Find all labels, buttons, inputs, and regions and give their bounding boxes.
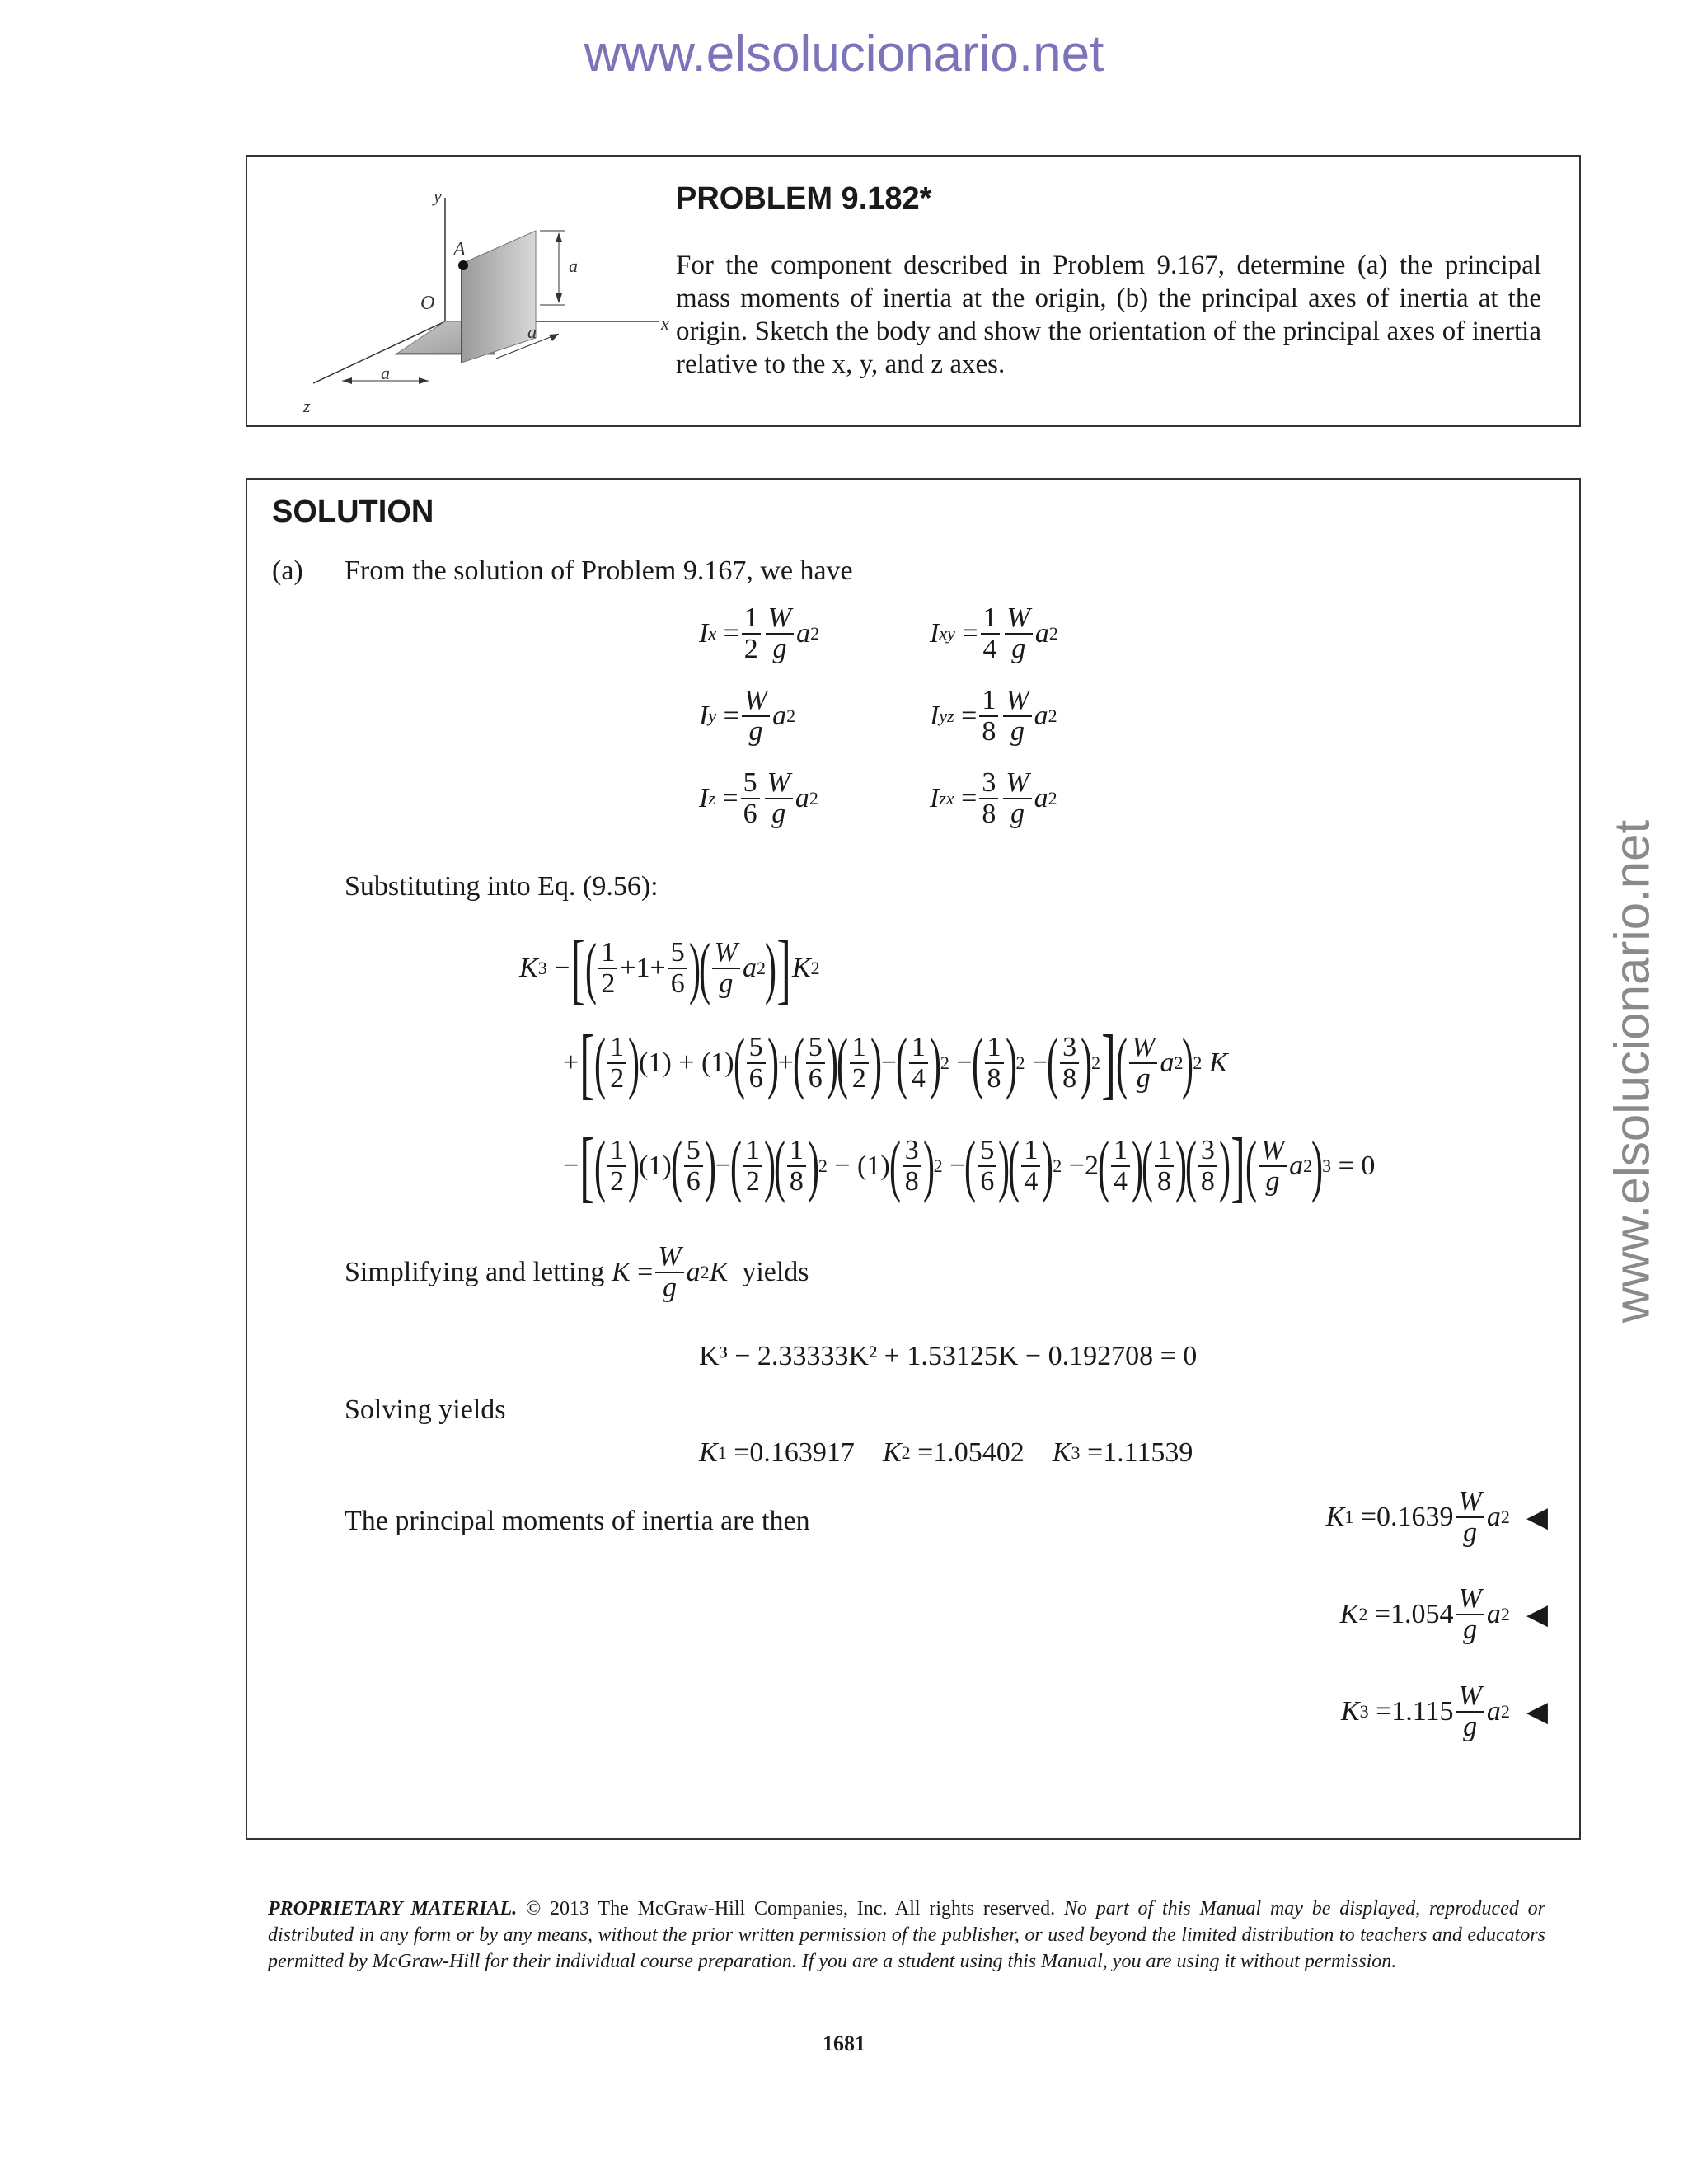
iz-coef-num: 5 bbox=[741, 768, 760, 799]
answer-marker-icon: ◀ bbox=[1526, 1597, 1548, 1631]
iy-sub: y bbox=[708, 705, 717, 726]
izx-coef bbox=[979, 768, 998, 828]
cubic-equation: K³ − 2.33333K² + 1.53125K − 0.192708 = 0 bbox=[699, 1341, 1198, 1371]
root-2-value: 1.05402 bbox=[933, 1437, 1025, 1468]
inertia-ixy: I xy = $\frac{1}{4}$ $\frac{W}{g}$ a 2 bbox=[930, 602, 1058, 664]
iy-sym: I bbox=[699, 700, 709, 731]
iz-sym: I bbox=[699, 782, 709, 813]
inertia-iyz: I yz = $\frac{1}{8}$ $\frac{W}{g}$ a 2 bbox=[930, 685, 1057, 747]
simplifying-prefix: Simplifying and letting bbox=[345, 1256, 605, 1287]
iyz-coef bbox=[979, 686, 998, 746]
izx-coef-den: 8 bbox=[982, 798, 996, 829]
dim-arrow-low-left bbox=[342, 377, 352, 384]
dim-arrow-up bbox=[556, 232, 562, 242]
label-origin: O bbox=[420, 293, 435, 314]
answer-2-value: 1.054 bbox=[1390, 1598, 1454, 1629]
iyz-sym: I bbox=[930, 700, 940, 731]
solution-title: SOLUTION bbox=[272, 494, 434, 529]
ix-coef bbox=[742, 603, 761, 663]
label-a-point: A bbox=[453, 239, 466, 260]
footer-italic: No part of this Manual may be displayed, reproduced or distributed in any form or by any means, without the prior written permission of the publisher, or used beyond the limited distribution to teachers and educators permitted by McGraw-Hill for their individual course preparation. If you are a student using this Manual, you are using it without permission. bbox=[268, 1898, 1545, 1972]
problem-statement: For the component described in Problem 9.167, determine (a) the principal mass moments of inertia at the origin, (b) the principal axes of inertia at the origin. Sketch the body and show the orientation of the principal axes of inertia relative to the x, y, and z axes. bbox=[676, 251, 1541, 379]
label-dim-low: a bbox=[381, 363, 390, 383]
ix-sym: I bbox=[699, 617, 709, 649]
label-y: y bbox=[434, 185, 442, 206]
root-1-value: 0.163917 bbox=[749, 1437, 855, 1468]
inertia-iz: I z = $\frac{5}{6}$ $\frac{W}{g}$ a 2 bbox=[699, 767, 818, 829]
page-number: 1681 bbox=[823, 2032, 865, 2055]
izx-coef-num: 3 bbox=[979, 768, 998, 799]
copyright-footer bbox=[268, 1896, 1545, 1975]
dim-arrow-down bbox=[556, 293, 562, 303]
answer-marker-icon: ◀ bbox=[1526, 1500, 1548, 1534]
label-z: z bbox=[303, 396, 311, 416]
ix-sub: x bbox=[708, 622, 717, 644]
watermark-side-text: www.elsolucionario.net bbox=[1604, 819, 1660, 1324]
footer-lead: PROPRIETARY MATERIAL. bbox=[268, 1898, 518, 1919]
iyz-coef-den: 8 bbox=[982, 715, 996, 747]
equation-line-2: + [ ( $\frac{1}{2}$ ) (1) + (1) ( $\frac{5}{6}$ ) + ( $\frac{5}{6}$ ) ( $\frac{1}{2}$ ) − ( $\frac{1}{4}$ ) 2 − ( $\frac{1}{8}$ ) 2 − ( $\frac{3}{8}$ ) 2 ] ( $\frac{W}{g}$ a 2 ) 2 K bbox=[563, 1019, 1228, 1107]
problem-title: PROBLEM 9.182* bbox=[676, 181, 932, 216]
solving-text: Solving yields bbox=[345, 1394, 506, 1425]
answer-marker-icon: ◀ bbox=[1526, 1694, 1548, 1728]
iz-coef-den: 6 bbox=[743, 798, 757, 829]
inertia-izx: I zx = $\frac{3}{8}$ $\frac{W}{g}$ a 2 bbox=[930, 767, 1057, 829]
watermark-top: www.elsolucionario.net bbox=[584, 26, 1104, 82]
ixy-coef bbox=[981, 603, 1000, 663]
ix-coef-num: 1 bbox=[742, 603, 761, 635]
vertical-plate bbox=[462, 231, 536, 363]
inertia-iy: I y = $\frac{W}{g}$ a 2 bbox=[699, 685, 796, 747]
iz-sub: z bbox=[708, 787, 715, 808]
label-x: x bbox=[661, 313, 669, 334]
footer-normal: © 2013 The McGraw-Hill Companies, Inc. All rights reserved. bbox=[517, 1898, 1064, 1919]
inertia-ix: I x = $\frac{1}{2}$ $\frac{W}{g}$ a 2 bbox=[699, 602, 820, 664]
izx-sym: I bbox=[930, 782, 940, 813]
iz-coef bbox=[741, 768, 760, 828]
root-3-value: 1.11539 bbox=[1103, 1437, 1193, 1468]
part-a-label: (a) bbox=[272, 555, 303, 586]
ixy-sym: I bbox=[930, 617, 940, 649]
roots-line: K 1 = 0.163917 K 2 = 1.05402 K 3 = 1.11539 bbox=[699, 1437, 1193, 1468]
equation-line-3: − [ ( $\frac{1}{2}$ ) (1) ( $\frac{5}{6}$ ) − ( $\frac{1}{2}$ ) ( $\frac{1}{8}$ ) 2 − (1) ( $\frac{3}{8}$ ) 2 − ( $\frac{5}{6}$ ) ( $\frac{1}{4}$ ) 2 −2 ( $\frac{1}{4}$ ) ( $\frac{1}{8}$ ) ( $\frac{3}{8}$ ) ] ( $\frac{W}{g}$ a 2 ) 3 = 0 bbox=[563, 1122, 1376, 1210]
simplifying-line: Simplifying and letting K = $\frac{W}{g}$ a 2 K yields bbox=[345, 1241, 809, 1303]
label-dim-mid: a bbox=[528, 321, 537, 342]
iyz-sub: yz bbox=[939, 705, 954, 726]
answer-k3: K 3 = 1.115 $\frac{W}{g}$ a 2 ◀ bbox=[1340, 1680, 1548, 1742]
label-dim-vert: a bbox=[569, 255, 578, 276]
simplifying-suffix: yields bbox=[742, 1256, 809, 1287]
ixy-coef-den: 4 bbox=[982, 633, 997, 664]
izx-sub: zx bbox=[939, 787, 954, 808]
point-a bbox=[458, 260, 468, 270]
problem-box bbox=[246, 155, 1581, 427]
solution-box bbox=[246, 478, 1581, 1840]
solution-intro: From the solution of Problem 9.167, we have bbox=[345, 555, 853, 586]
answer-k2: K 2 = 1.054 $\frac{W}{g}$ a 2 ◀ bbox=[1339, 1583, 1548, 1645]
iyz-coef-num: 1 bbox=[979, 686, 998, 717]
answer-3-value: 1.115 bbox=[1391, 1695, 1454, 1727]
principal-text: The principal moments of inertia are then bbox=[345, 1506, 810, 1536]
answer-1-value: 0.1639 bbox=[1376, 1501, 1454, 1532]
ixy-sub: xy bbox=[939, 622, 955, 644]
ixy-coef-num: 1 bbox=[981, 603, 1000, 635]
equation-line-1: K 3 − [ ( $\frac{1}{2}$ +1+ $\frac{5}{6}$ ) ( $\frac{W}{g}$ a 2 ) ] K 2 bbox=[519, 924, 820, 1012]
ix-coef-den: 2 bbox=[743, 633, 758, 664]
dim-arrow-mid bbox=[549, 334, 559, 341]
dim-arrow-low-right bbox=[419, 377, 429, 384]
substituting-text: Substituting into Eq. (9.56): bbox=[345, 871, 659, 902]
answer-k1: K 1 = 0.1639 $\frac{W}{g}$ a 2 ◀ bbox=[1325, 1486, 1548, 1548]
